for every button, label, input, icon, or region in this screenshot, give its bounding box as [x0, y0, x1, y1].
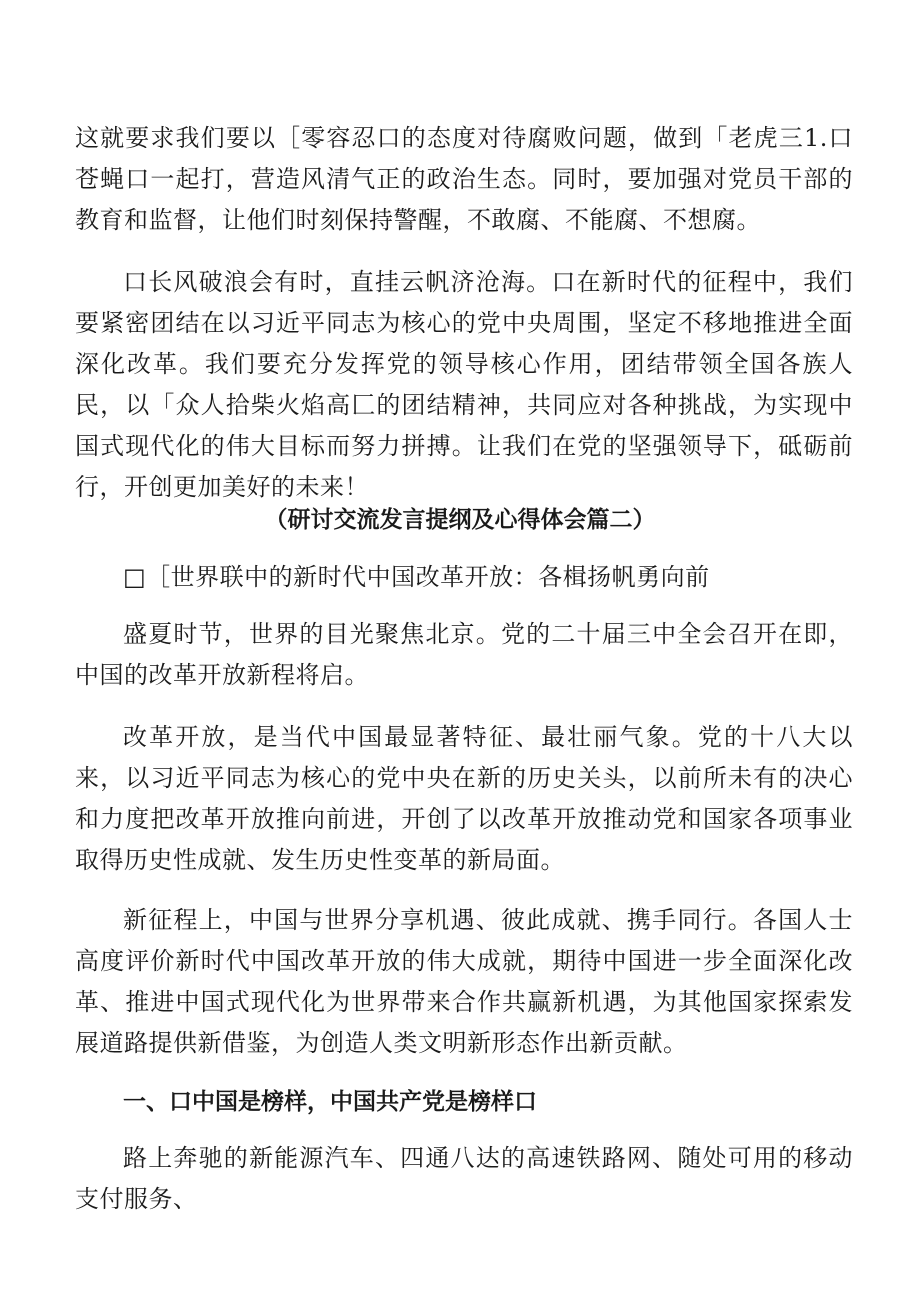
- body-paragraph: 盛夏时节，世界的目光聚焦北京。党的二十届三中全会召开在即，中国的改革开放新程将启。: [75, 620, 853, 689]
- subsection-heading: 一、口中国是榜样，中国共产党是榜样口: [123, 1089, 537, 1115]
- body-paragraph: 口长风破浪会有时，直挂云帆济沧海。口在新时代的征程中，我们要紧密团结在以习近平同志为核心的党中央周围，坚定不移地推进全面深化改革。我们要充分发挥党的领导核心作用，团结带领全国各族人民，以「众人拾柴火焰高匚的团结精神，共同应对各种挑战，为实现中国式现代化的伟大目标而努力拼搏。让我们在党的坚强领导下，砥砺前行，开创更加美好的未来！: [75, 268, 853, 501]
- body-paragraph: 路上奔驰的新能源汽车、四通八达的高速铁路网、随处可用的移动支付服务、: [75, 1144, 853, 1213]
- body-paragraph: 改革开放，是当代中国最显著特征、最壮丽气象。党的十八大以来，以习近平同志为核心的党中央在新的历史关头，以前所未有的决心和力度把改革开放推向前进，开创了以改革开放推动党和国家各项事业取得历史性成就、发生历史性变革的新局面。: [75, 723, 853, 874]
- section-heading: （研讨交流发言提纲及心得体会篇二）: [264, 507, 656, 533]
- body-paragraph: 新征程上，中国与世界分享机遇、彼此成就、携手同行。各国人士高度评价新时代中国改革开放的伟大成就，期待中国进一步全面深化改革、推进中国式现代化为世界带来合作共赢新机遇，为其他国家探索发展道路提供新借鉴，为创造人类文明新形态作出新贡献。: [75, 906, 853, 1057]
- body-paragraph: 这就要求我们要以［零容忍口的态度对待腐败问题，做到「老虎三1.口苍蝇口一起打，营造风清气正的政治生态。同时，要加强对党员干部的教育和监督，让他们时刻保持警醒，不敢腐、不能腐、不想腐。: [75, 124, 853, 234]
- article-title-line: □［世界联中的新时代中国改革开放：各楫扬帆勇向前: [123, 563, 710, 591]
